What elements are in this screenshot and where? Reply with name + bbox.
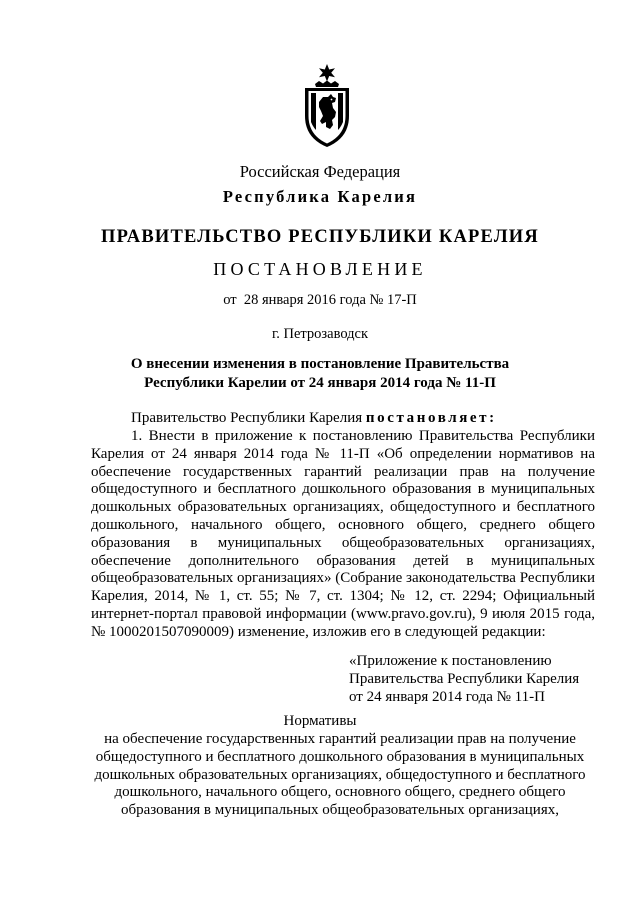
paragraph-1: 1. Внести в приложение к постановлению Правительства Республики Карелия от 24 января 2014 года № 11-П «Об определении нормативов на обеспечение государственных гарантий реализации прав на получение общедоступного и бесплатного дошкольного образования в муниципальных дошкольных образовательных организациях, общедоступного и бесплатного дошкольного, начального общего, основного общего, среднего общего образования в муниципальных общеобразовательных организациях, обеспечение дополнительного образования детей в муниципальных общеобразовательных организациях» (Собрание законодательства Республики Карелия, 2014, № 1, ст. 55; № 7, ст. 1304; № 12, ст. 2294; Официальный интернет-портал правовой информации (www.pravo.gov.ru), 9 июля 2015 года, № 1000201507090009) изменение, изложив его в следующей редакции: [91, 428, 595, 640]
appendix-line: Правительства Республики Карелия [349, 670, 580, 687]
subject-line: Республики Карелии от 24 января 2014 года № 11-П [144, 374, 496, 391]
norms-description [70, 731, 610, 820]
federation-title: Российская Федерация [239, 162, 401, 181]
document-date: от 28 января 2016 года № 17-П [223, 292, 417, 308]
document-type: ПОСТАНОВЛЕНИЕ [213, 259, 427, 279]
government-title: ПРАВИТЕЛЬСТВО РЕСПУБЛИКИ КАРЕЛИЯ [101, 227, 539, 247]
intro-paragraph [91, 410, 595, 428]
appendix-line: от 24 января 2014 года № 11-П [349, 688, 545, 705]
norms-line: на обеспечение государственных гарантий реализации прав на получение [104, 731, 576, 747]
norms-line: дошкольного, начального общего, основного общего, среднего общего [114, 784, 566, 801]
intro-decree-word: постановляет: [365, 410, 497, 426]
appendix-reference [349, 653, 579, 706]
document-city: г. Петрозаводск [271, 326, 369, 342]
document-subject [0, 355, 640, 392]
karelia-coat-of-arms-icon [302, 64, 352, 148]
subject-line: О внесении изменения в постановление Правительства [130, 356, 510, 372]
republic-title: Республика Карелия [222, 187, 418, 206]
norms-title: Нормативы [283, 713, 357, 729]
appendix-line: «Приложение к постановлению [349, 653, 552, 669]
norms-line: образования в муниципальных общеобразовательных организациях, [121, 802, 559, 819]
intro-text: Правительство Республики Карелия [131, 410, 366, 426]
norms-line: общедоступного и бесплатного дошкольного образования в муниципальных [95, 748, 585, 765]
norms-line: дошкольных образовательных организациях, общедоступного и бесплатного [94, 766, 586, 783]
